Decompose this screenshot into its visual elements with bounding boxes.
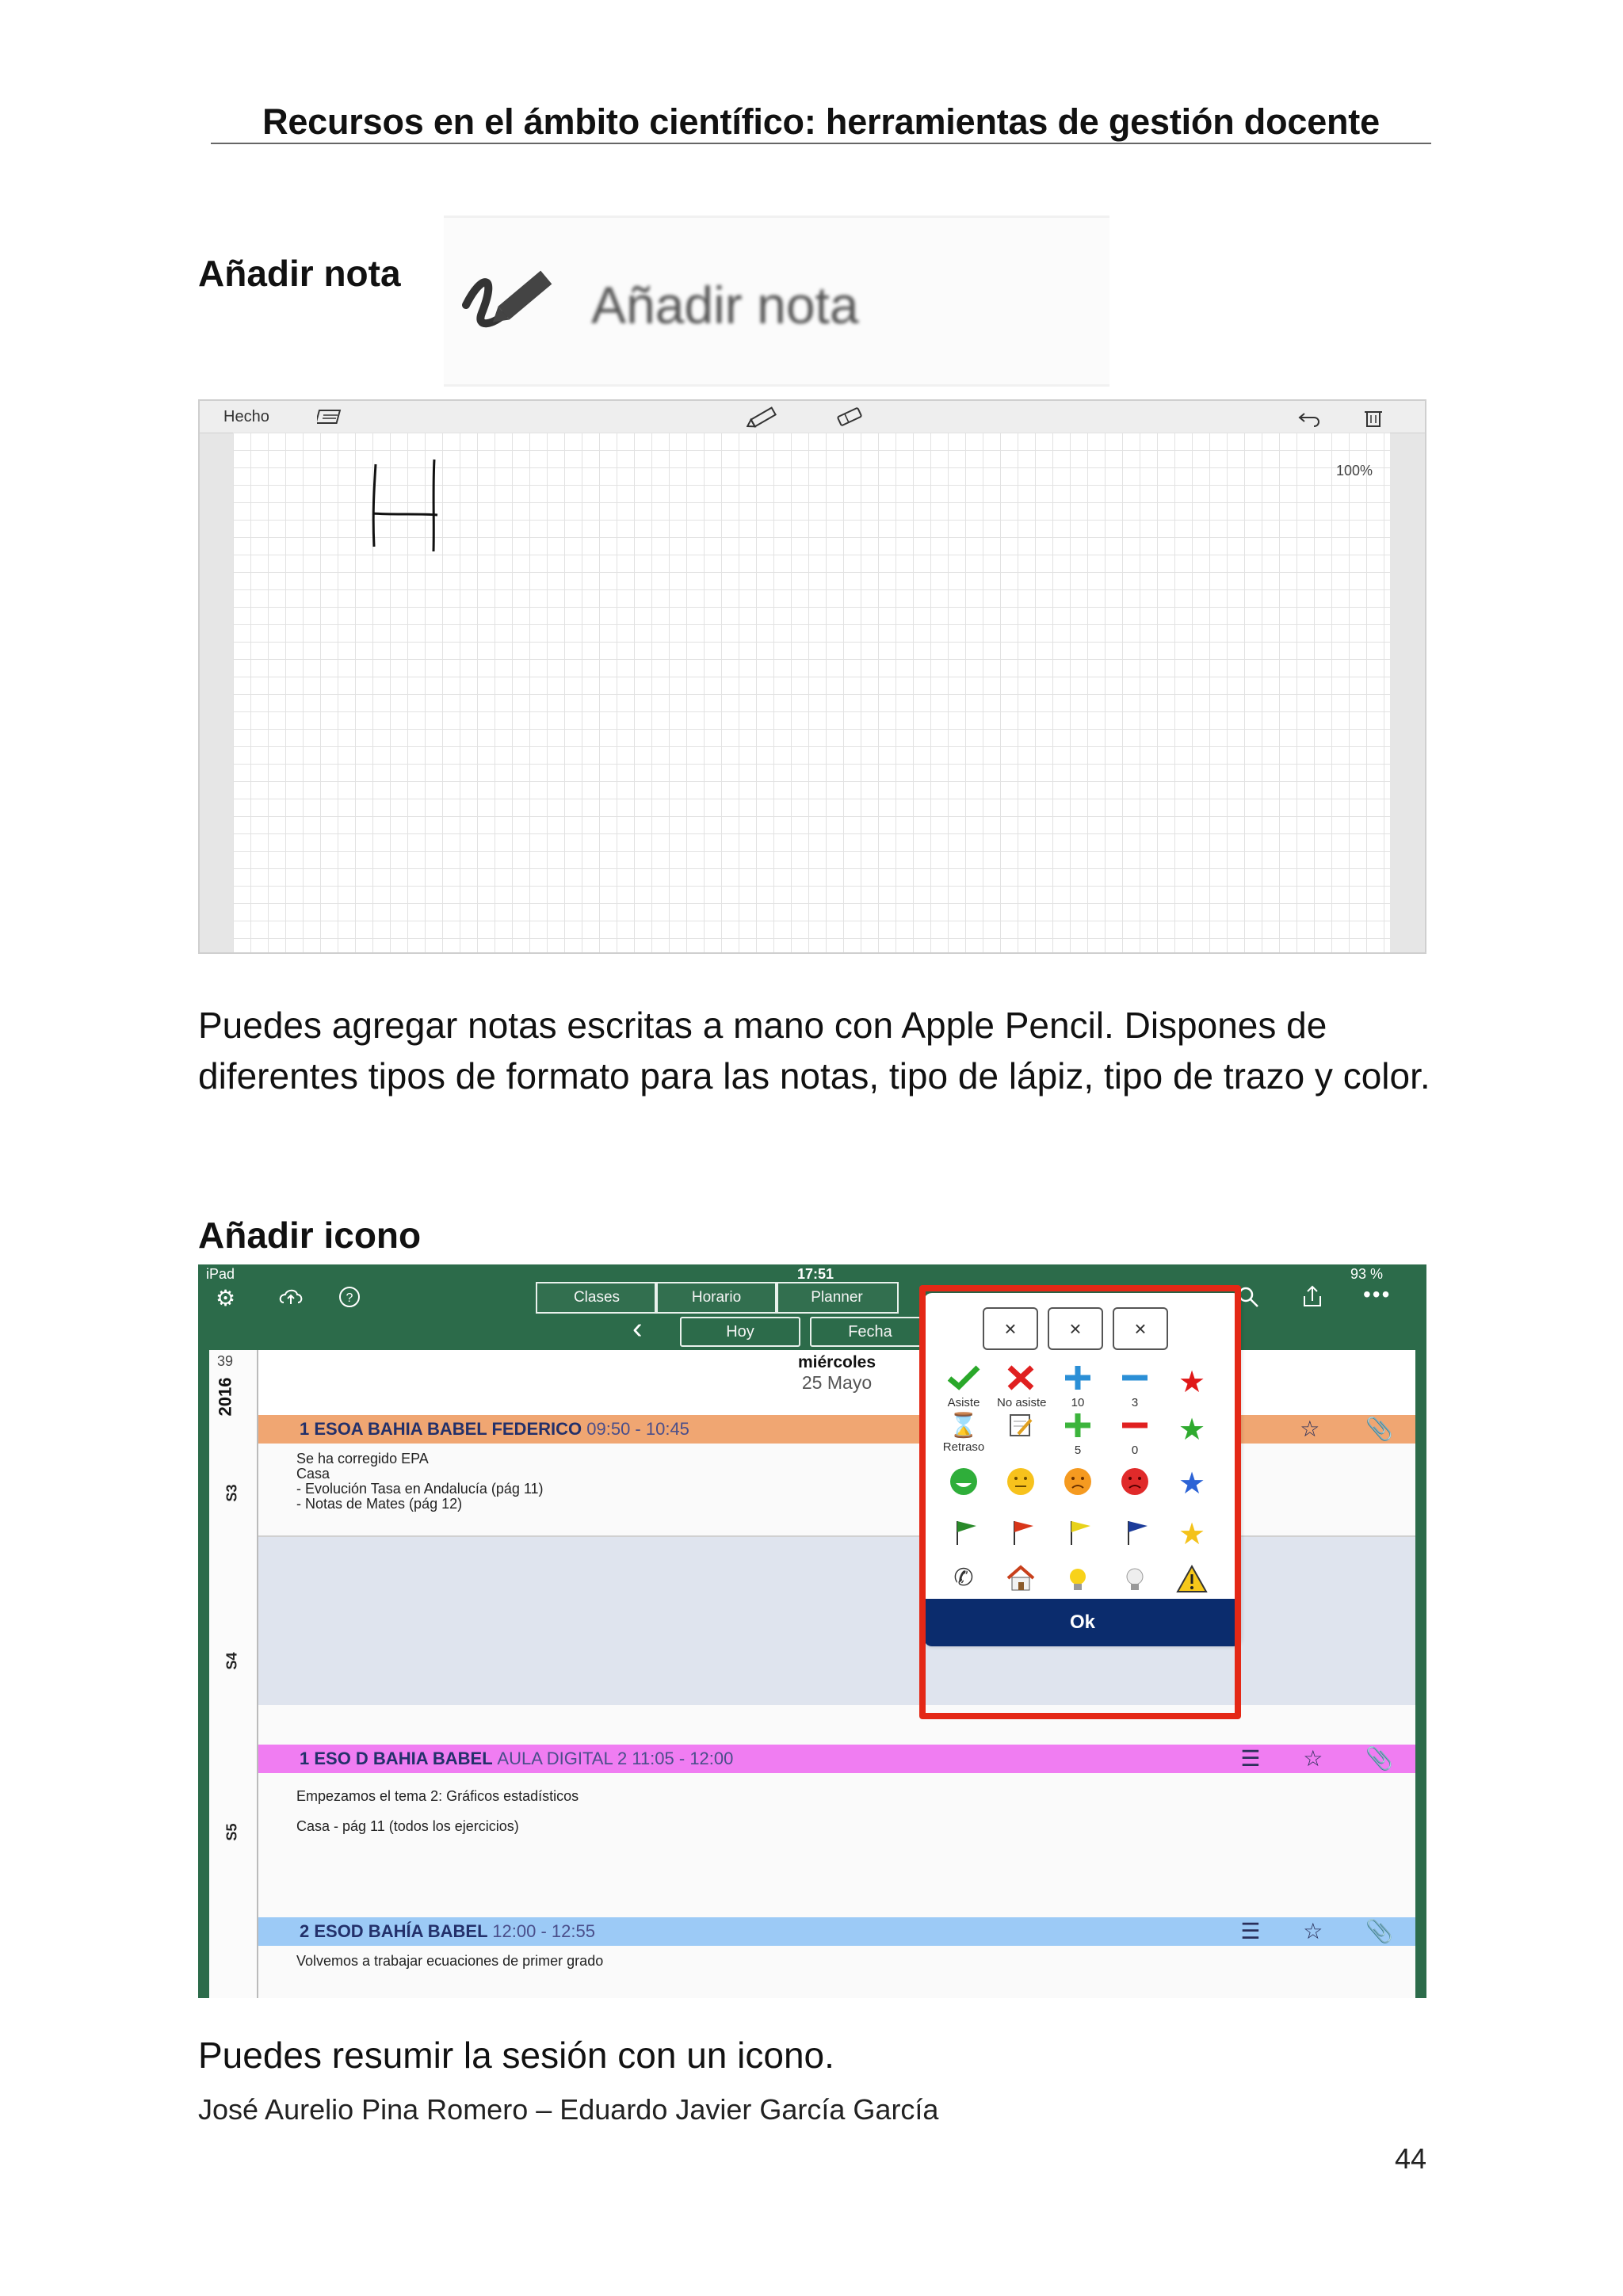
minus-zero-option[interactable]: 0 [1111,1412,1159,1457]
paper-style-icon[interactable] [317,407,346,426]
clear-slot-1[interactable]: × [983,1307,1038,1350]
year-label: 2016 [215,1377,235,1417]
class-row-header[interactable] [258,1917,1415,1946]
star-icon: ★ [1178,1413,1206,1447]
attends-option[interactable]: Asiste [940,1364,987,1409]
page-number: 44 [1395,2142,1427,2175]
row-actions [1240,1917,1393,1946]
app-screenshot [198,1264,1426,1998]
weekday-label: miércoles [797,1353,876,1371]
session-label: S3 [223,1484,240,1502]
empty-session-band [258,1537,1415,1705]
trash-icon[interactable] [1361,406,1385,428]
star-icon[interactable]: ☆ [1300,1417,1320,1441]
settings-icon[interactable]: ⚙ [216,1286,236,1310]
prev-day-chevron-icon[interactable]: ‹ [632,1312,643,1345]
week-column [209,1350,258,1998]
paragraph-icon: Puedes resumir la sesión con un icono. [198,2035,834,2076]
phone-icon: ✆ [953,1565,974,1591]
hourglass-icon: ⌛ [949,1413,979,1439]
grid-canvas[interactable] [233,433,1390,952]
list-icon[interactable]: ☰ [1240,1746,1261,1771]
late-option[interactable]: ⌛ Retraso [942,1413,985,1454]
class-title: 1 ESO D BAHIA BABEL AULA DIGITAL 2 11:05 - 12:00 [300,1749,734,1768]
pencil-scribble-icon [458,257,553,345]
week-number: 39 [217,1353,234,1369]
notes-toolbar [200,401,1425,433]
star-icon: ★ [1178,1467,1206,1501]
more-icon[interactable]: ••• [1363,1282,1392,1306]
tab-planner[interactable]: Planner [775,1282,899,1314]
absent-option[interactable]: No asiste [997,1364,1044,1409]
session-label: S4 [223,1652,240,1670]
page-header: Recursos en el ámbito científico: herramientas de gestión docente [211,101,1431,144]
tab-horario[interactable]: Horario [655,1282,778,1314]
eraser-tool-icon[interactable] [834,407,865,426]
highlight-frame [919,1285,1241,1719]
star-icon: ★ [1178,1366,1206,1399]
footer-authors: José Aurelio Pina Romero – Eduardo Javier García García [198,2093,939,2126]
date-button[interactable]: Fecha [810,1317,930,1347]
handwritten-h [365,458,452,561]
cloud-upload-icon[interactable] [277,1287,304,1307]
plus-five-option[interactable]: 5 [1054,1412,1102,1457]
pencil-tool-icon[interactable] [747,406,781,428]
undo-icon[interactable] [1296,407,1325,428]
clock: 17:51 [797,1266,834,1282]
attachment-icon[interactable]: 📎 [1365,1417,1393,1441]
section-title-note: Añadir nota [198,253,401,294]
class-row-header[interactable] [258,1745,1415,1773]
add-note-label: Añadir nota [591,276,859,334]
zoom-level: 100% [1335,463,1373,479]
star-icon[interactable]: ☆ [1303,1919,1323,1943]
row-actions [1240,1745,1393,1773]
paragraph-note: Puedes agregar notas escritas a mano con Apple Pencil. Dispones de diferentes tipos de formato para las notas, tipo de lápiz, tipo de trazo y color. [198,1005,1430,1097]
clear-slot-2[interactable]: × [1048,1307,1103,1350]
session-label: S5 [223,1823,240,1841]
notes-screenshot [198,399,1426,954]
tab-clases[interactable]: Clases [536,1282,658,1314]
section-title-icon: Añadir icono [198,1215,422,1256]
day-header [258,1350,1415,1415]
attachment-icon[interactable]: 📎 [1365,1919,1393,1943]
date-label: 25 Mayo [801,1372,873,1393]
carrier-label: iPad [206,1266,235,1282]
row-actions [1300,1415,1393,1444]
class-notes: Empezamos el tema 2: Gráficos estadísticos Casa - pág 11 (todos los ejercicios) [296,1788,579,1834]
star-icon[interactable]: ☆ [1303,1746,1323,1771]
ok-button[interactable]: Ok [924,1599,1241,1646]
class-title: 1 ESOA BAHIA BABEL FEDERICO 09:50 - 10:45 [300,1419,689,1439]
done-button[interactable]: Hecho [223,408,269,425]
class-notes: Se ha corregido EPA Casa - Evolución Tasa en Andalucía (pág 11) - Notas de Mates (pág 12) [296,1451,544,1512]
share-icon[interactable] [1300,1283,1325,1309]
minus-three-option[interactable]: 3 [1111,1364,1159,1409]
star-icon: ★ [1178,1518,1206,1551]
class-row-header[interactable] [258,1415,1415,1444]
class-notes: Volvemos a trabajar ecuaciones de primer grado [296,1953,604,1969]
today-button[interactable]: Hoy [680,1317,800,1347]
class-title: 2 ESOD BAHÍA BABEL 12:00 - 12:55 [300,1921,595,1941]
plus-ten-option[interactable]: 10 [1054,1364,1102,1409]
list-icon[interactable]: ☰ [1240,1919,1261,1943]
clear-slot-3[interactable]: × [1113,1307,1168,1350]
battery-level: 93 % [1350,1266,1384,1282]
svg-text:?: ? [346,1291,353,1305]
attachment-icon[interactable]: 📎 [1365,1746,1393,1771]
help-icon[interactable] [338,1285,361,1309]
add-note-button-image [444,215,1109,387]
